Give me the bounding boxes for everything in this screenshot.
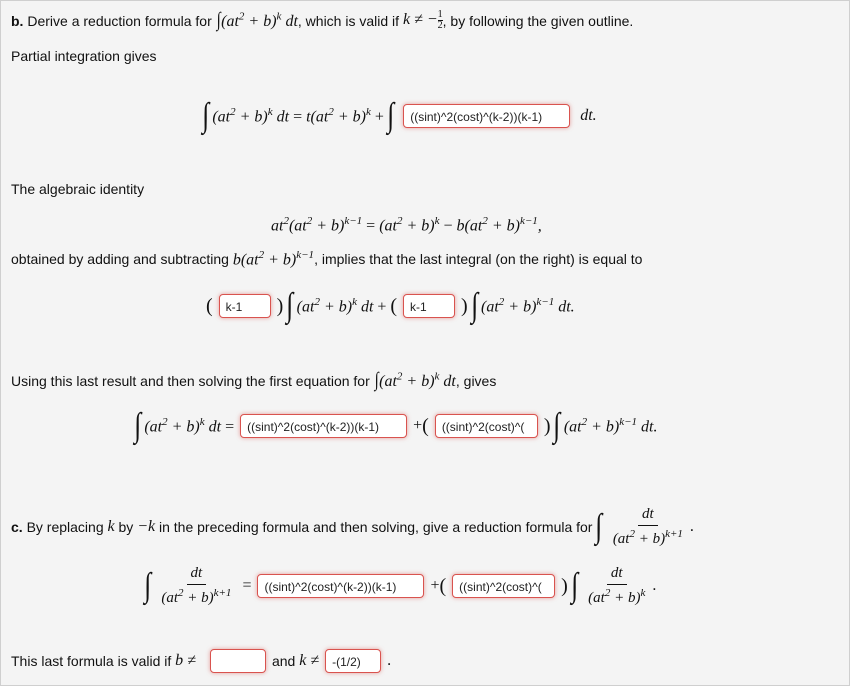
obtained-text: obtained by adding and subtracting $b(at^2 + b)^{k-1}$ , implies that the last integral (on the right) is equal to	[11, 249, 643, 269]
using-pre: Using this last result and then solving the first equation for	[11, 372, 370, 389]
validity-line: This last formula is valid if b ≠ and k ≠ -(1/2) .	[11, 649, 391, 673]
eq5-coef-input[interactable]: ((sint)^2(cost)^(	[452, 574, 555, 598]
eq1-integrand-input[interactable]: ((sint)^2(cost)^(k-2))(k-1)	[403, 104, 570, 128]
part-c-intro: c. By replacing k by −k in the preceding formula and then solving, give a reduction formula for ∫ $\frac{dt}{(at^2 + b)^{k+1}}$ .	[11, 506, 694, 547]
obtained-pre: obtained by adding and subtracting	[11, 251, 229, 268]
k-condition-input[interactable]: -(1/2)	[325, 649, 381, 673]
identity-equation: $at^2(at^2 + b)^{k-1} = (at^2 + b)^k - b(at^2 + b)^{k-1}$,	[271, 215, 542, 235]
part-b-intro	[11, 9, 633, 32]
part-b-label: b.	[11, 12, 24, 29]
valid-and: and	[271, 653, 296, 669]
equation-1: ∫ $(at^2 + b)^k$ dt = $t(at^2 + b)^k$ + ∫ ((sint)^2(cost)^(k-2))(k-1) dt.	[202, 97, 597, 134]
partial-text: Partial integration gives	[11, 48, 157, 64]
intro-text: , by following the given outline.	[442, 12, 634, 29]
eq4-term1-input[interactable]: ((sint)^2(cost)^(k-2))(k-1)	[240, 414, 407, 438]
eq3-coef2-input[interactable]: k-1	[403, 294, 455, 318]
c-text: by	[118, 519, 134, 535]
math-condition: k ≠ − $\frac{1}{2}$	[402, 9, 443, 31]
intro-text: , which is valid if	[297, 12, 400, 29]
b-condition-input[interactable]	[210, 649, 266, 673]
c-text: in the preceding formula and then solving, give a reduction formula for	[159, 519, 593, 535]
eq3-coef1-input[interactable]: k-1	[219, 294, 271, 318]
obtained-post: , implies that the last integral (on the right) is equal to	[314, 251, 643, 268]
identity-text: The algebraic identity	[11, 181, 145, 197]
valid-pre: This last formula is valid if	[11, 653, 172, 669]
equation-4: ∫ $(at^2 + b)^k$ dt = ((sint)^2(cost)^(k-2))(k-1) + ( ((sint)^2(cost)^( ) ∫ $(at^2 + b)^{k-1}$ dt.	[134, 407, 658, 444]
eq4-coef-input[interactable]: ((sint)^2(cost)^(	[435, 414, 538, 438]
eq5-term1-input[interactable]: ((sint)^2(cost)^(k-2))(k-1)	[257, 574, 424, 598]
using-text: Using this last result and then solving the first equation for $\int(at^2 + b)^k$ dt , gives	[11, 369, 497, 391]
part-c-label: c.	[11, 519, 23, 535]
using-post: , gives	[455, 372, 497, 389]
math-integral: $\int(at^2 + b)^k$ dt	[216, 9, 298, 31]
equation-3: ( k-1 ) ∫ $(at^2 + b)^k$ dt + ( k-1 ) ∫ $(at^2 + b)^{k-1}$ dt.	[206, 287, 575, 324]
c-text: By replacing	[26, 519, 104, 535]
intro-text: Derive a reduction formula for	[27, 12, 212, 29]
equation-5: ∫ $\frac{dt}{(at^2 + b)^{k+1}}$ = ((sint)^2(cost)^(k-2))(k-1) + ( ((sint)^2(cost)^( ) ∫ $\frac{dt}{(at^2 + b)^k}$ .	[144, 565, 657, 606]
